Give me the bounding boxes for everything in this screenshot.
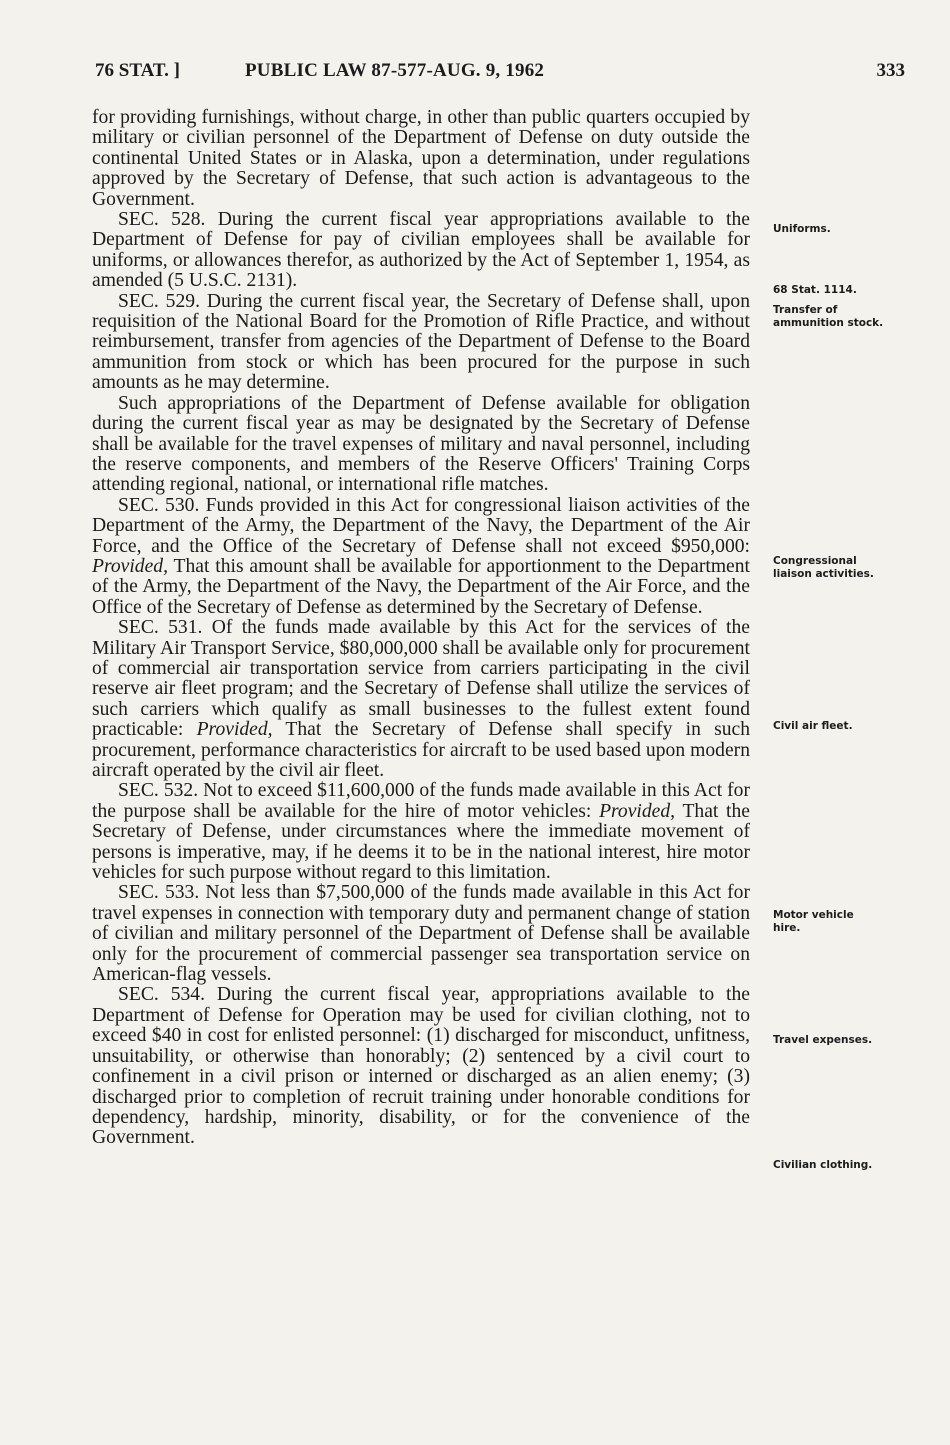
margin-note-motor: Motor vehicle hire. [773, 909, 854, 934]
section-text: That this amount shall be available for apportionment to the Department of the Army, the Department of the Navy, the Department of the Air Force, and the Office of the Secretary of Defense as determined by the Secretary of Defense. [92, 555, 750, 618]
volume-reference: 76 STAT. ] [95, 60, 180, 81]
margin-note-clothing: Civilian clothing. [773, 1159, 873, 1171]
proviso: Provided, [92, 555, 168, 577]
section-text: Not to exceed $11,600,000 of the funds made available in this Act for the purpose shall be available for the hire of motor vehicles: [92, 780, 750, 822]
section-label: SEC. 532. [118, 780, 199, 802]
margin-note-congressional: Congressional liaison activities. [773, 555, 874, 580]
section-532 [92, 781, 750, 883]
margin-note-stat-ref: 68 Stat. 1114. [773, 284, 857, 296]
section-text: During the current fiscal year, appropriations available to the Department of Defense for Operation may be used for civilian clothing, not to exceed $40 in cost for enlisted personnel: (1) discharged for misconduct, unfitness, unsuitability, or otherwise than honorably; (2) sentenced by a civil court to confinement in a civil prison or interned or discharged as an alien enemy; (3) discharged prior to completion of recruit training under honorable conditions for dependency, hardship, minority, disability, or for the convenience of the Government. [92, 984, 750, 1149]
section-label: SEC. 534. [118, 984, 205, 1006]
margin-note-uniforms: Uniforms. [773, 223, 831, 235]
proviso: Provided, [599, 800, 676, 822]
running-header [95, 60, 905, 86]
paragraph-travel: Such appropriations of the Department of Defense available for obligation during the current fiscal year as may be designated by the Secretary of Defense shall be available for the travel expenses of military and naval personnel, including the reserve components, and members of the Reserve Officers' Training Corps attending regional, national, or international rifle matches. [92, 392, 750, 496]
section-text: That the Secretary of Defense shall specify in such procurement, performance characteristics for aircraft to be used based upon modern aircraft operated by the civil air fleet. [92, 719, 750, 781]
section-text: Of the funds made available by this Act for the services of the Military Air Transport Service, $80,000,000 shall be available only for procurement of commercial air transportation service from carriers participating in the civil reserve air fleet program; and the Secretary of Defense shall utilize the services of such carriers which qualify as small businesses to the fullest extent found practicable: [92, 617, 750, 741]
section-530 [92, 496, 750, 618]
section-text: Not less than $7,500,000 of the funds made available in this Act for travel expenses in connection with temporary duty and permanent change of station of civilian and military personnel of the Department of Defense shall be available only for the procurement of commercial passenger sea transportation service on American-flag vessels. [92, 882, 750, 986]
section-text: That the Secretary of Defense, under circumstances where the immediate movement of persons is imperative, may, if he deems it to be in the national interest, hire motor vehicles for such purpose without regard to this limitation. [92, 800, 750, 884]
section-label: SEC. 533. [118, 882, 200, 904]
section-531 [92, 618, 750, 781]
body-text [92, 108, 750, 1149]
section-533 [92, 883, 750, 985]
section-label: SEC. 529. [118, 290, 200, 312]
proviso: Provided, [196, 719, 273, 741]
section-label: SEC. 530. [118, 494, 200, 516]
section-text: During the current fiscal year appropriations available to the Department of Defense for pay of civilian employees shall be available for uniforms, or allowances therefor, as authorized by the Act of September 1, 1954, as amended (5 U.S.C. 2131). [92, 209, 750, 292]
margin-note-transfer: Transfer of ammunition stock. [773, 304, 884, 329]
section-529 [92, 292, 750, 394]
page-number: 333 [876, 60, 905, 81]
margin-note-travel: Travel expenses. [773, 1034, 873, 1046]
header-title: PUBLIC LAW 87-577-AUG. 9, 1962 [245, 60, 545, 81]
section-534 [92, 985, 750, 1148]
section-528 [92, 210, 750, 292]
section-label: SEC. 531. [118, 617, 203, 639]
paragraph-continued: for providing furnishings, without charge, in other than public quarters occupied by military or civilian personnel of the Department of Defense on duty outside the continental United States or in Alaska, upon a determination, under regulations approved by the Secretary of Defense, that such action is advantageous to the Government. [92, 107, 750, 210]
section-text: Funds provided in this Act for congressional liaison activities of the Department of the Army, the Department of the Navy, the Department of the Air Force, and the Office of the Secretary of Defense shall not exceed $950,000: [92, 494, 750, 557]
margin-note-civil-air: Civil air fleet. [773, 720, 853, 732]
section-label: SEC. 528. [118, 209, 206, 231]
section-text: During the current fiscal year, the Secretary of Defense shall, upon requisition of the National Board for the Promotion of Rifle Practice, and without reimbursement, transfer from agencies of the Department of Defense to the Board ammunition from stock or which has been procured for the purpose in such amounts as he may determine. [92, 290, 750, 394]
